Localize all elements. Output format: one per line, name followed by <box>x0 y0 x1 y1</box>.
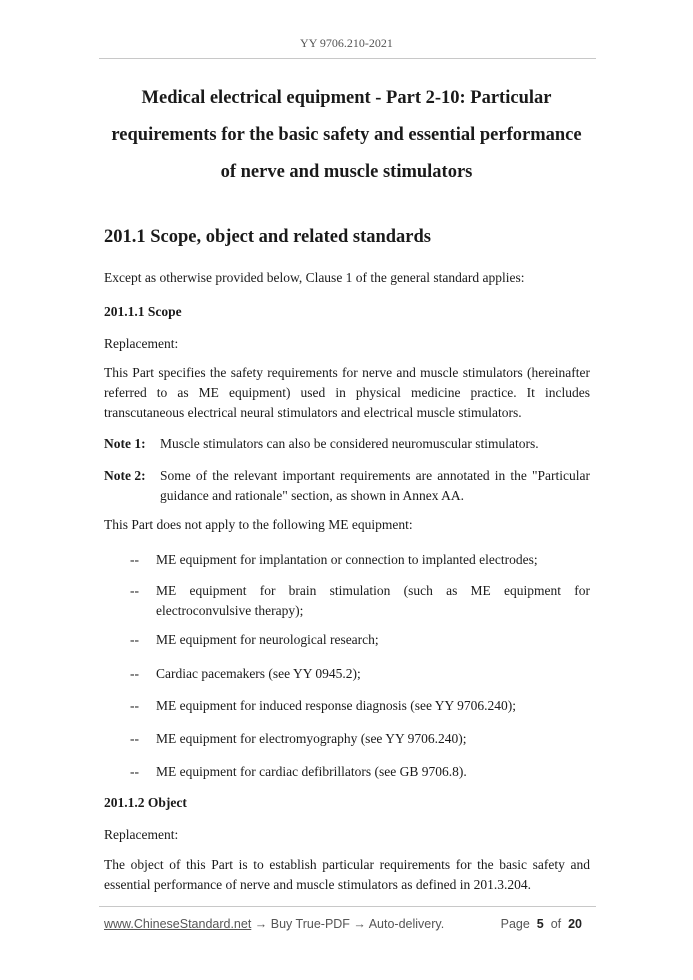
note-text: Some of the relevant important requirements are annotated in the "Particular guidance and rationale" section, as shown in Annex AA. <box>160 468 590 503</box>
title-line-2: requirements for the basic safety and essential performance <box>111 125 582 145</box>
list-item <box>130 762 590 782</box>
list-dash: -- <box>130 731 139 746</box>
scope-heading: 201.1.1 Scope <box>104 304 182 319</box>
list-item <box>130 664 590 684</box>
list-dash: -- <box>130 666 139 681</box>
header-divider <box>99 58 596 59</box>
page-total: 20 <box>568 917 582 931</box>
object-replacement-label: Replacement: <box>104 827 179 842</box>
list-item-text: ME equipment for neurological research; <box>156 632 379 647</box>
note-2 <box>104 466 590 506</box>
list-dash: -- <box>130 698 139 713</box>
list-dash: -- <box>130 632 139 647</box>
list-item-text: ME equipment for induced response diagnosis (see YY 9706.240); <box>156 698 517 713</box>
list-item <box>130 630 590 650</box>
list-item <box>130 550 590 570</box>
scope-paragraph: This Part specifies the safety requirements for nerve and muscle stimulators (hereinafter referred to as ME equipment) used in physical medicine practice. It includes transcutaneous electrical neural stimulators and electrical muscle stimulators. <box>104 365 590 420</box>
list-dash: -- <box>130 764 139 779</box>
footer-promo <box>104 917 444 931</box>
page-number: 5 <box>536 917 544 931</box>
site-link[interactable]: www.ChineseStandard.net <box>104 917 252 931</box>
title-line-3: of nerve and muscle stimulators <box>220 162 473 182</box>
note-label: Note 1: <box>104 436 146 451</box>
running-header: YY 9706.210-2021 <box>300 36 393 50</box>
object-heading: 201.1.2 Object <box>104 795 187 810</box>
list-item <box>130 729 590 749</box>
list-item-text: Cardiac pacemakers (see YY 0945.2); <box>156 666 361 681</box>
page-word: Page <box>500 917 530 931</box>
object-paragraph: The object of this Part is to establish particular requirements for the basic safety and essential performance of nerve and muscle stimulators as defined in 201.3.204. <box>104 857 590 892</box>
list-item-text: ME equipment for implantation or connection to implanted electrodes; <box>156 552 538 567</box>
of-word: of <box>550 917 562 931</box>
note-1 <box>104 434 590 454</box>
section-heading: 201.1 Scope, object and related standards <box>104 227 432 247</box>
note-label: Note 2: <box>104 468 146 483</box>
exclusion-intro: This Part does not apply to the following ME equipment: <box>104 517 413 532</box>
section-intro: Except as otherwise provided below, Clause 1 of the general standard applies: <box>104 270 525 285</box>
promo-text: → Buy True-PDF → Auto-delivery. <box>251 917 445 931</box>
list-item <box>130 581 590 621</box>
list-dash: -- <box>130 552 139 567</box>
page-indicator <box>501 917 582 931</box>
list-item <box>130 696 590 716</box>
list-dash: -- <box>130 583 139 598</box>
list-item-text: ME equipment for cardiac defibrillators (see GB 9706.8). <box>156 764 467 779</box>
scope-replacement-label: Replacement: <box>104 336 179 351</box>
footer-divider <box>99 906 596 907</box>
title-line-1: Medical electrical equipment - Part 2-10: Particular <box>141 88 552 108</box>
note-text: Muscle stimulators can also be considered neuromuscular stimulators. <box>160 436 539 451</box>
document-title <box>80 80 613 191</box>
list-item-text: ME equipment for electromyography (see YY 9706.240); <box>156 731 467 746</box>
list-item-text: ME equipment for brain stimulation (such as ME equipment for electroconvulsive therapy); <box>156 583 590 618</box>
